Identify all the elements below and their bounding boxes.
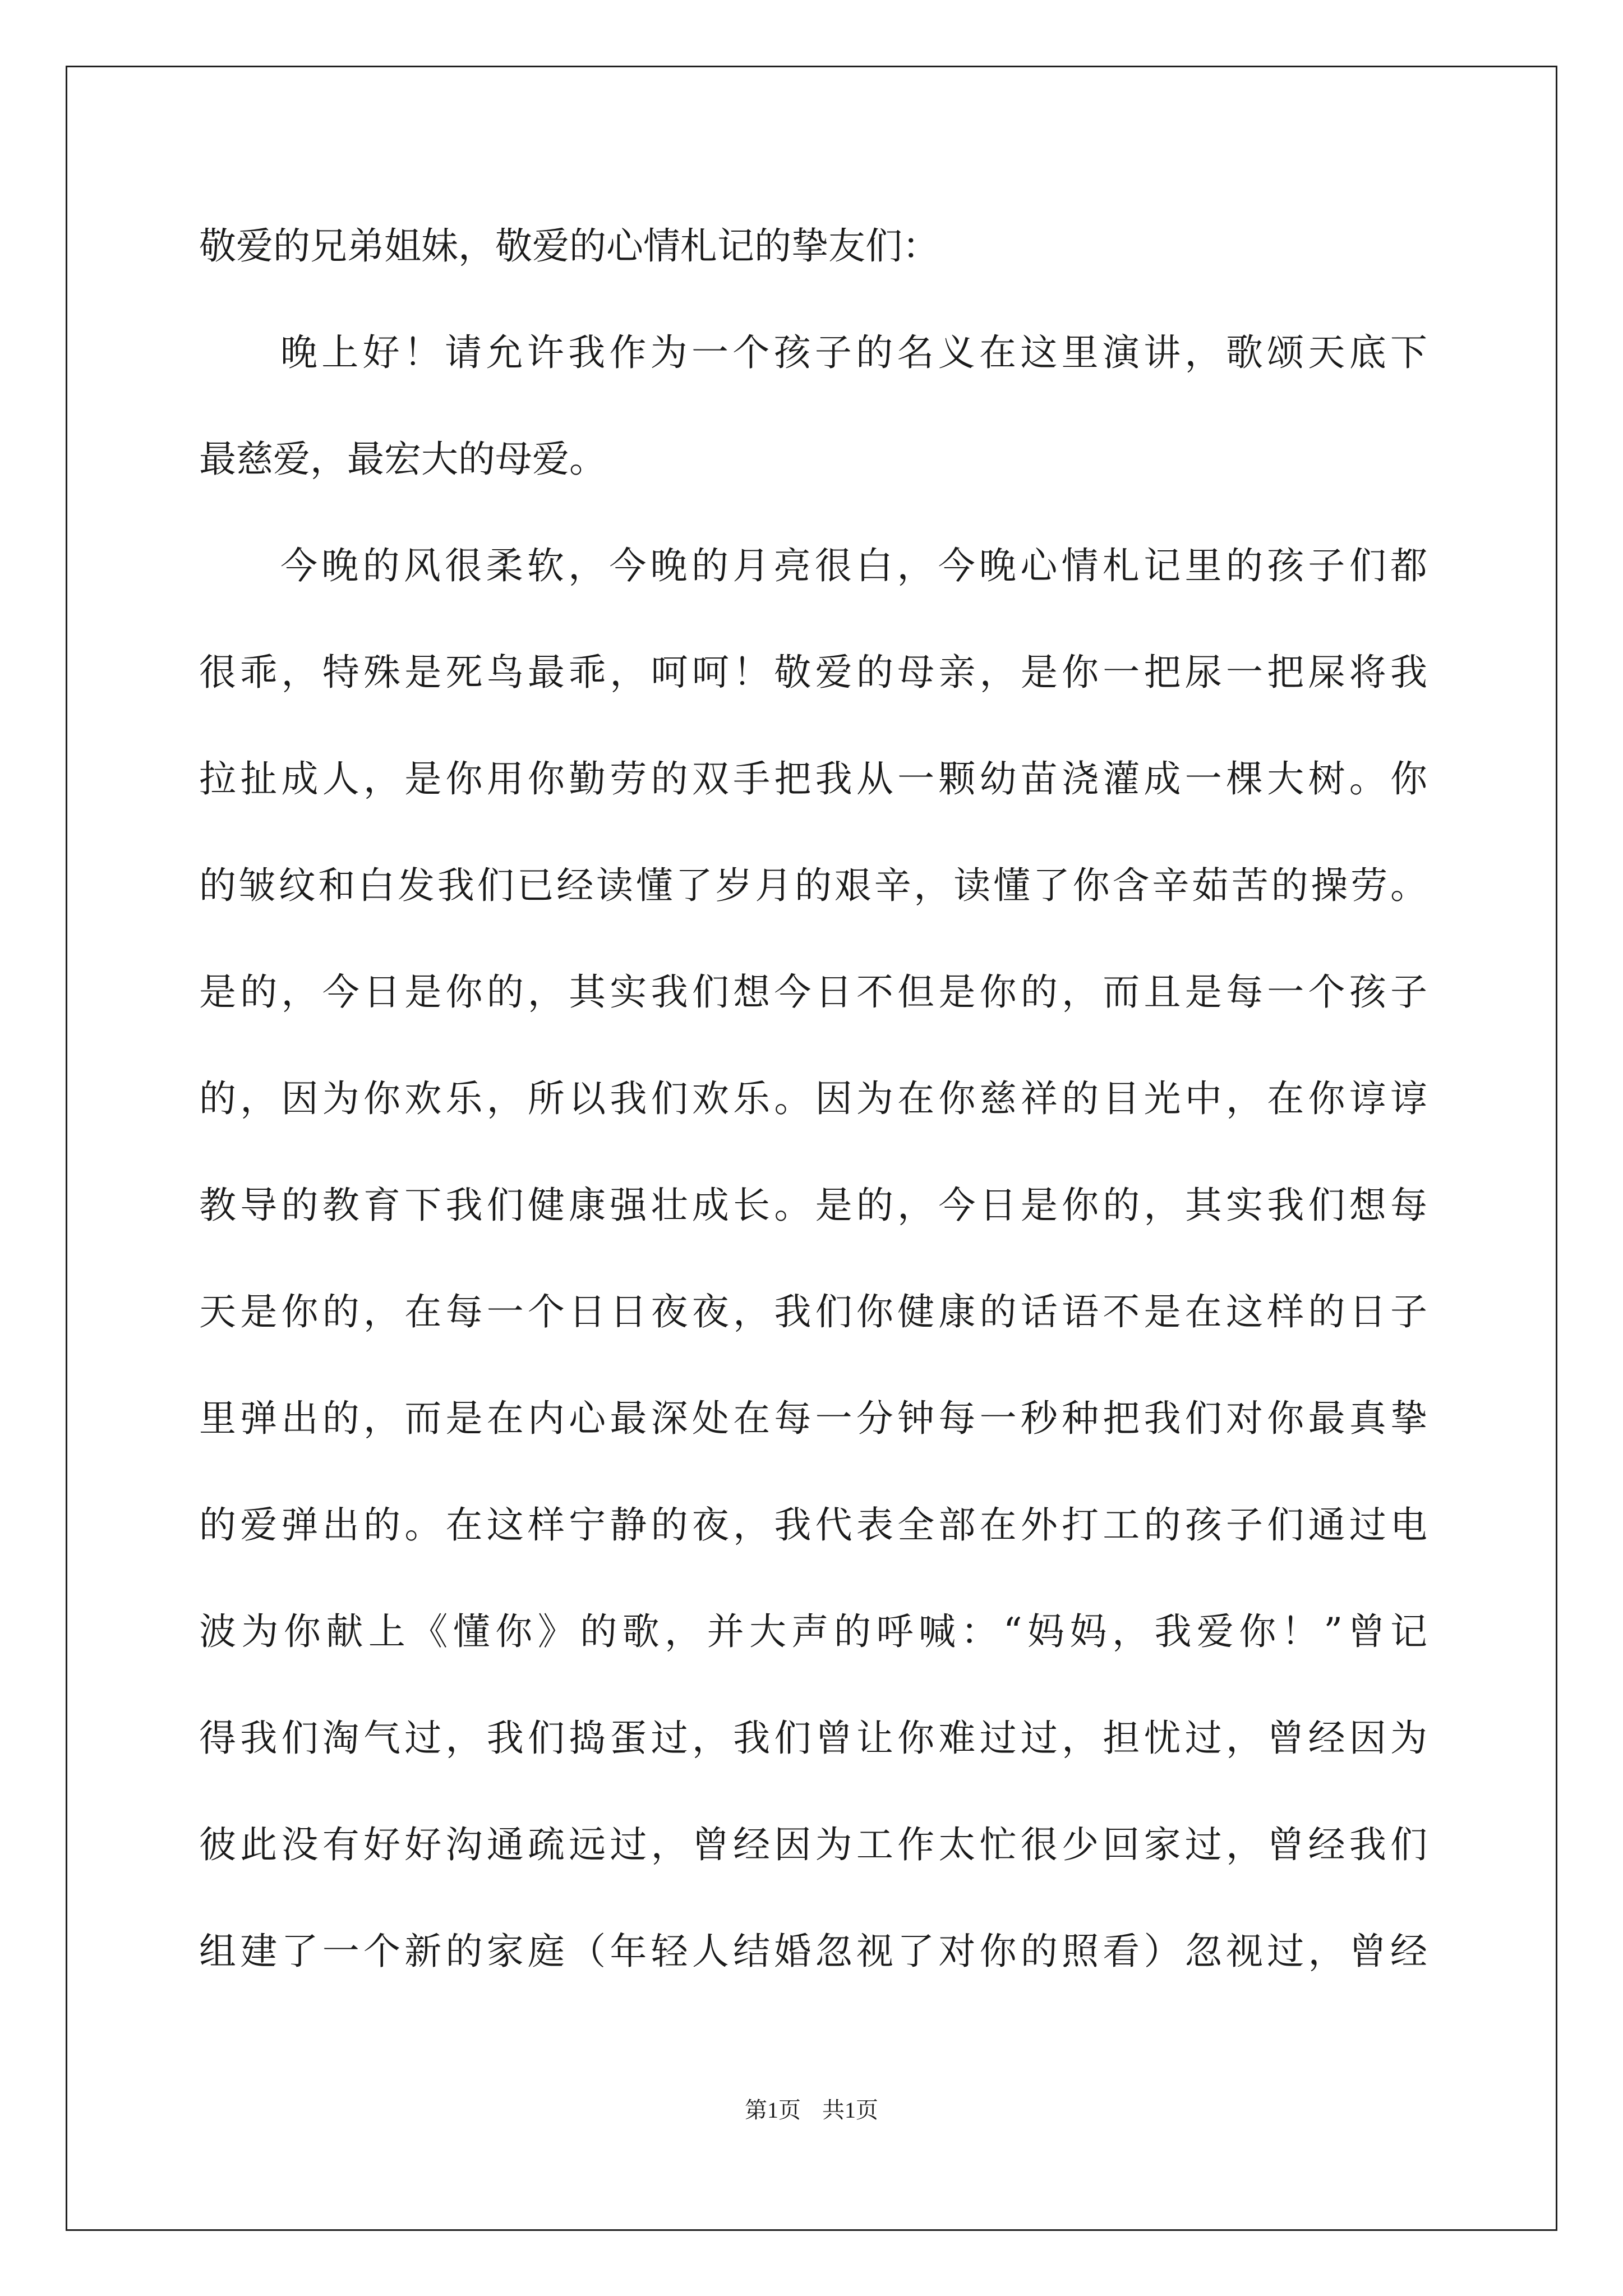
text-line: 今晚的风很柔软，今晚的月亮很白，今晚心情札记里的孩子们都 xyxy=(280,544,1427,587)
text-line: 的，因为你欢乐，所以我们欢乐。因为在你慈祥的目光中，在你谆谆 xyxy=(199,1077,1427,1120)
text-line: 的皱纹和白发我们已经读懂了岁月的艰辛，读懂了你含辛茹苦的操劳。 xyxy=(199,864,1427,907)
text-line: 彼此没有好好沟通疏远过，曾经因为工作太忙很少回家过，曾经我们 xyxy=(199,1823,1427,1866)
document-body xyxy=(199,215,1427,2027)
text-line: 敬爱的兄弟姐妹，敬爱的心情札记的挚友们： xyxy=(199,224,939,268)
text-line: 很乖，特殊是死鸟最乖，呵呵！敬爱的母亲，是你一把尿一把屎将我 xyxy=(199,651,1427,694)
text-line: 教导的教育下我们健康强壮成长。是的，今日是你的，其实我们想每 xyxy=(199,1184,1427,1227)
text-line: 天是你的，在每一个日日夜夜，我们你健康的话语不是在这样的日子 xyxy=(199,1290,1427,1333)
text-line: 最慈爱，最宏大的母爱。 xyxy=(199,438,606,481)
page-total: 共1页 xyxy=(822,2097,878,2123)
page-number: 第1页 xyxy=(745,2097,801,2123)
text-line: 晚上好！请允许我作为一个孩子的名义在这里演讲，歌颂天底下 xyxy=(280,331,1427,374)
text-line: 组建了一个新的家庭（年轻人结婚忽视了对你的照看）忽视过，曾经 xyxy=(199,1930,1427,1973)
text-line: 里弹出的，而是在内心最深处在每一分钟每一秒种把我们对你最真挚 xyxy=(199,1397,1427,1440)
text-line: 的爱弹出的。在这样宁静的夜，我代表全部在外打工的孩子们通过电 xyxy=(199,1503,1427,1547)
page-footer xyxy=(0,2092,1623,2124)
text-line: 波为你献上《懂你》的歌，并大声的呼喊：“妈妈，我爱你！”曾记 xyxy=(199,1610,1427,1653)
text-line: 拉扯成人，是你用你勤劳的双手把我从一颗幼苗浇灌成一棵大树。你 xyxy=(199,757,1427,800)
text-line: 是的，今日是你的，其实我们想今日不但是你的，而且是每一个孩子 xyxy=(199,970,1427,1014)
text-line: 得我们淘气过，我们捣蛋过，我们曾让你难过过，担忧过，曾经因为 xyxy=(199,1717,1427,1760)
